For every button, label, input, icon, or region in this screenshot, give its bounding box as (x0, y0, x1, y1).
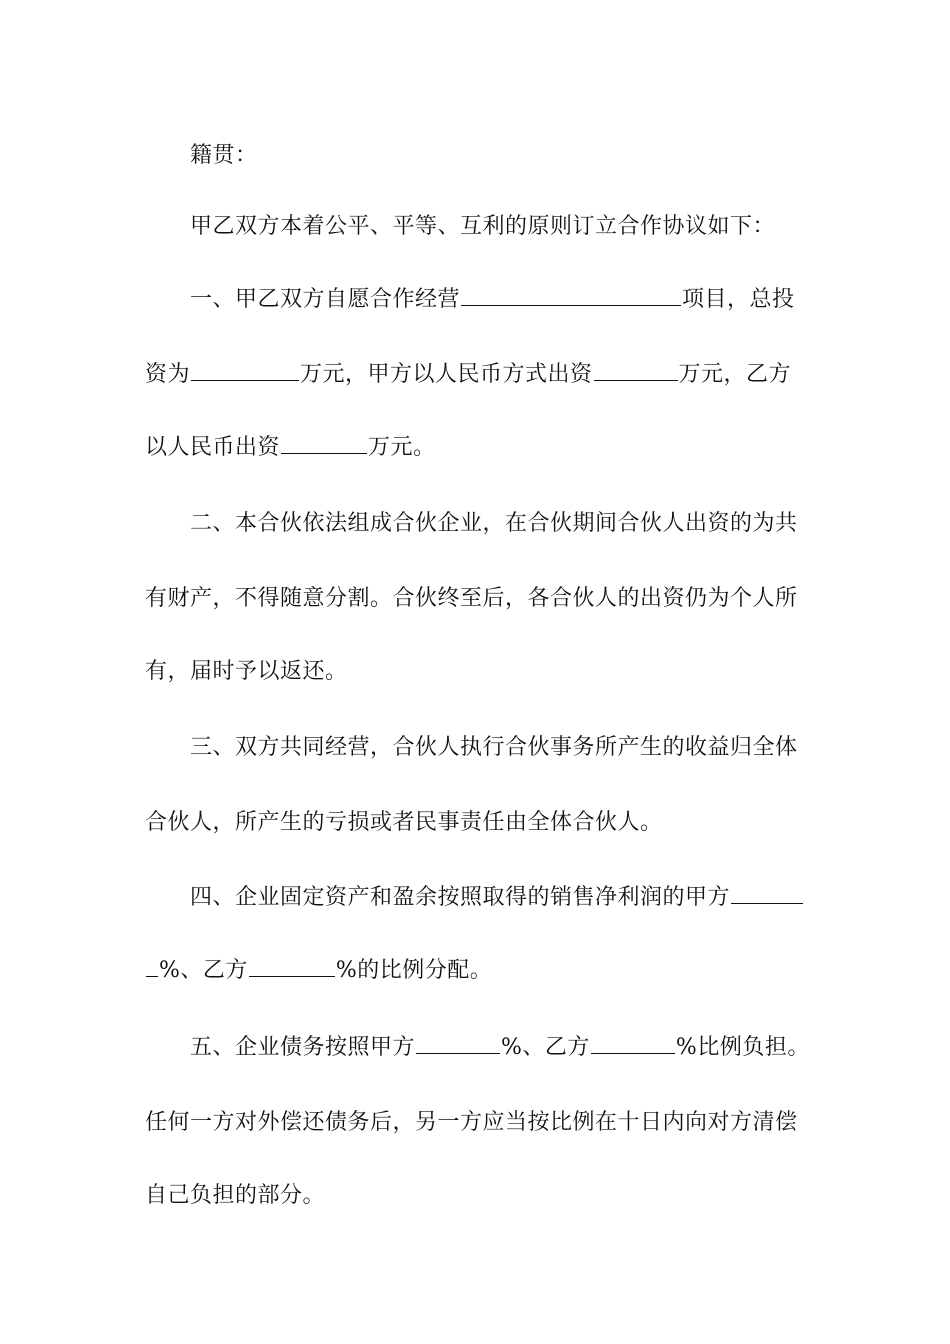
clause-3-text-a: 三、双方共同经营，合伙人执行合伙事务所产生的收益归全体 (190, 735, 798, 760)
party-b-investment-blank[interactable] (281, 431, 367, 454)
project-name-blank[interactable] (461, 283, 681, 306)
clause-5-text-e: 自己负担的部分。 (145, 1183, 326, 1208)
clause-2-text-b: 有财产，不得随意分割。合伙终至后，各合伙人的出资仍为个人所 (145, 586, 798, 611)
clause-1-text-e: 万元，乙方 (678, 362, 792, 387)
clause-2-line-3 (145, 654, 810, 690)
clause-1-line-3 (145, 430, 810, 466)
clause-1-text-g: 万元。 (368, 435, 436, 460)
clause-3-line-2 (145, 805, 810, 841)
clause-1-line-2 (145, 357, 810, 393)
party-b-profit-share-blank[interactable] (249, 954, 335, 977)
clause-5-text-b: %、乙方 (501, 1035, 590, 1060)
clause-5-line-2 (145, 1105, 810, 1141)
party-a-debt-share-blank[interactable] (416, 1031, 500, 1054)
intro-text: 甲乙双方本着公平、平等、互利的原则订立合作协议如下： (190, 214, 776, 239)
clause-2-line-2 (145, 581, 810, 617)
clause-5-text-c: %比例负担。 (675, 1035, 810, 1060)
clause-1-line-1 (190, 282, 810, 318)
clause-4-line-2 (145, 953, 810, 989)
clause-5-text-d: 任何一方对外偿还债务后，另一方应当按比例在十日内向对方清偿 (145, 1110, 798, 1135)
party-b-debt-share-blank[interactable] (591, 1031, 675, 1054)
clause-1-text-b: 项目，总投 (682, 287, 795, 312)
clause-4-text-c: %的比例分配。 (335, 958, 493, 983)
clause-2-text-c: 有，届时予以返还。 (145, 659, 348, 684)
clause-5-line-1 (190, 1030, 810, 1066)
party-a-investment-blank[interactable] (594, 358, 678, 381)
clause-2-line-1 (190, 506, 810, 542)
intro-line (190, 209, 810, 245)
clause-4-line-1 (190, 880, 810, 916)
origin-label: 籍贯： (190, 143, 258, 168)
party-a-profit-share-blank-end[interactable] (146, 954, 158, 977)
clause-1-text-d: 万元，甲方以人民币方式出资 (300, 362, 593, 387)
origin-line (190, 138, 810, 174)
clause-1-text-a: 一、甲乙双方自愿合作经营 (190, 287, 461, 312)
clause-5-line-3 (145, 1178, 810, 1214)
clause-4-text-b: %、乙方 (159, 958, 248, 983)
clause-4-text-a: 四、企业固定资产和盈余按照取得的销售净利润的甲方 (190, 885, 731, 910)
clause-1-text-f: 以人民币出资 (145, 435, 281, 460)
clause-5-text-a: 五、企业债务按照甲方 (190, 1035, 416, 1060)
clause-1-text-c: 资为 (145, 362, 191, 387)
clause-3-text-b: 合伙人，所产生的亏损或者民事责任由全体合伙人。 (145, 810, 663, 835)
party-a-profit-share-blank-start[interactable] (731, 881, 803, 904)
clause-3-line-1 (190, 730, 810, 766)
clause-2-text-a: 二、本合伙依法组成合伙企业，在合伙期间合伙人出资的为共 (190, 511, 798, 536)
total-investment-blank[interactable] (191, 358, 299, 381)
